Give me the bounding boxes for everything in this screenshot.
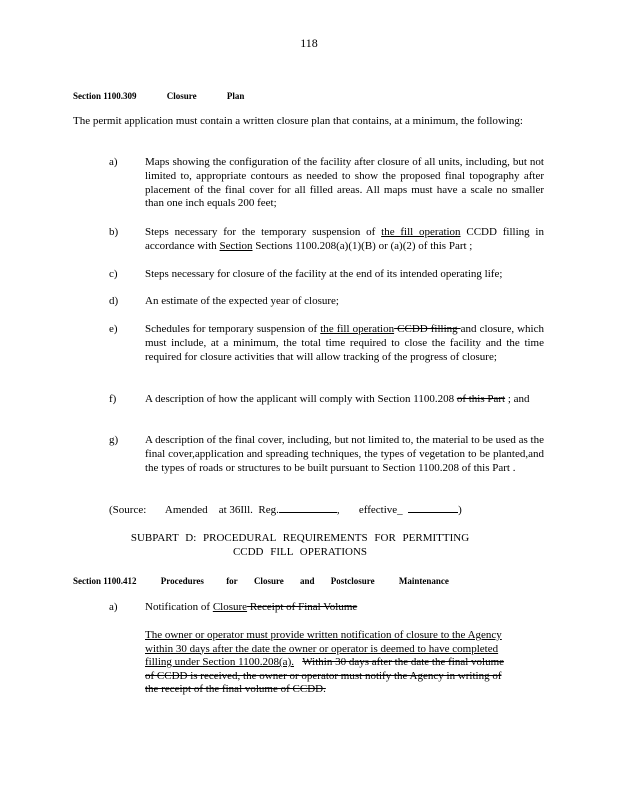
- item-label: d): [109, 295, 119, 307]
- item-text: A description of the final cover, including, but not limited to, the material to be used as the final cover,application and spreading techniques, the types of vegetation to be planted,and the types of roads or structures to be built pursuant to Section 1100.208 of this Part .: [145, 434, 544, 474]
- section-heading-1100-412: Section 1100.412 Procedures for Closure and Postclosure Maintenance: [73, 576, 449, 586]
- intro-paragraph: The permit application must contain a written closure plan that contains, at a minimum, the following:: [73, 115, 523, 127]
- list-item-a: [109, 156, 544, 211]
- list-item-b: [109, 226, 544, 254]
- deleted-text: Receipt of Final Volume: [247, 601, 358, 613]
- item-text: Schedules for temporary suspension of the fill operation CCDD filling and closure, which must include, at a minimum, the total time required to close the facility and the time required for closure activities that will allow tracking of the progress of closure;: [145, 323, 544, 363]
- list-item-d: [109, 295, 544, 309]
- page-number: 118: [300, 36, 318, 50]
- deleted-text: of this Part: [456, 393, 506, 405]
- list-item-g: [109, 434, 544, 475]
- deleted-text: CCDD filling: [394, 323, 461, 335]
- inserted-text: the fill operation: [320, 323, 395, 335]
- list-item-c: [109, 268, 544, 282]
- item-text: Steps necessary for the temporary suspension of the fill operation CCDD filling in accordance with Section Sections 1100.208(a)(1)(B) or (a)(2) of this Part ;: [145, 226, 544, 252]
- inserted-text: Closure: [212, 601, 248, 613]
- section-number: Section 1100.309: [73, 91, 137, 101]
- item-label: f): [109, 393, 117, 405]
- inserted-text: filling under Section 1100.208(a).: [145, 656, 294, 668]
- list-item-e: [109, 323, 544, 364]
- notification-heading: a) Notification of Closure Receipt of Final Volume: [109, 601, 358, 613]
- item-label: a): [109, 156, 118, 168]
- deleted-line: of CCDD is received, the owner or operator must notify the Agency in writing of: [145, 669, 502, 682]
- list-item-f: [109, 393, 544, 407]
- inserted-text: Section: [219, 239, 253, 252]
- subpart-heading: [0, 531, 600, 559]
- section-heading-1100-309: [73, 91, 272, 101]
- item-label: b): [109, 226, 119, 238]
- inserted-text: the fill operation: [381, 226, 461, 238]
- source-line: (Source: Amended at 36Ill. Reg. , effective_ ): [109, 504, 462, 516]
- subpart-line-2: CCDD FILL OPERATIONS: [232, 546, 368, 558]
- item-text: Maps showing the configuration of the facility after closure of all units, including, but not limited to, appropriate contours as needed to show the proposed final topography after placement of the final cover for all filled areas. All maps must have a scale no smaller than one inch equals 200 feet;: [145, 156, 544, 210]
- item-label: a): [109, 601, 118, 613]
- inserted-line: within 30 days after the date the owner or operator is deemed to have completed: [145, 642, 499, 655]
- section-title-word: Plan: [226, 91, 245, 101]
- item-text: A description of how the applicant will comply with Section 1100.208 of this Part ; and: [145, 393, 530, 405]
- item-label: c): [109, 268, 118, 280]
- subpart-line-1: SUBPART D: PROCEDURAL REQUIREMENTS FOR PERMITTING: [130, 532, 470, 544]
- deleted-line: the receipt of the final volume of CCDD.: [145, 683, 326, 695]
- item-label: g): [109, 434, 119, 446]
- section-title-word: Closure: [166, 91, 197, 101]
- item-text: Steps necessary for closure of the facility at the end of its intended operating life;: [145, 268, 503, 280]
- deleted-text: Within 30 days after the date the final volume: [302, 656, 505, 668]
- item-label: e): [109, 323, 118, 335]
- item-text: An estimate of the expected year of closure;: [145, 295, 339, 307]
- notification-body: [145, 629, 540, 697]
- inserted-line: The owner or operator must provide written notification of closure to the Agency: [145, 629, 502, 641]
